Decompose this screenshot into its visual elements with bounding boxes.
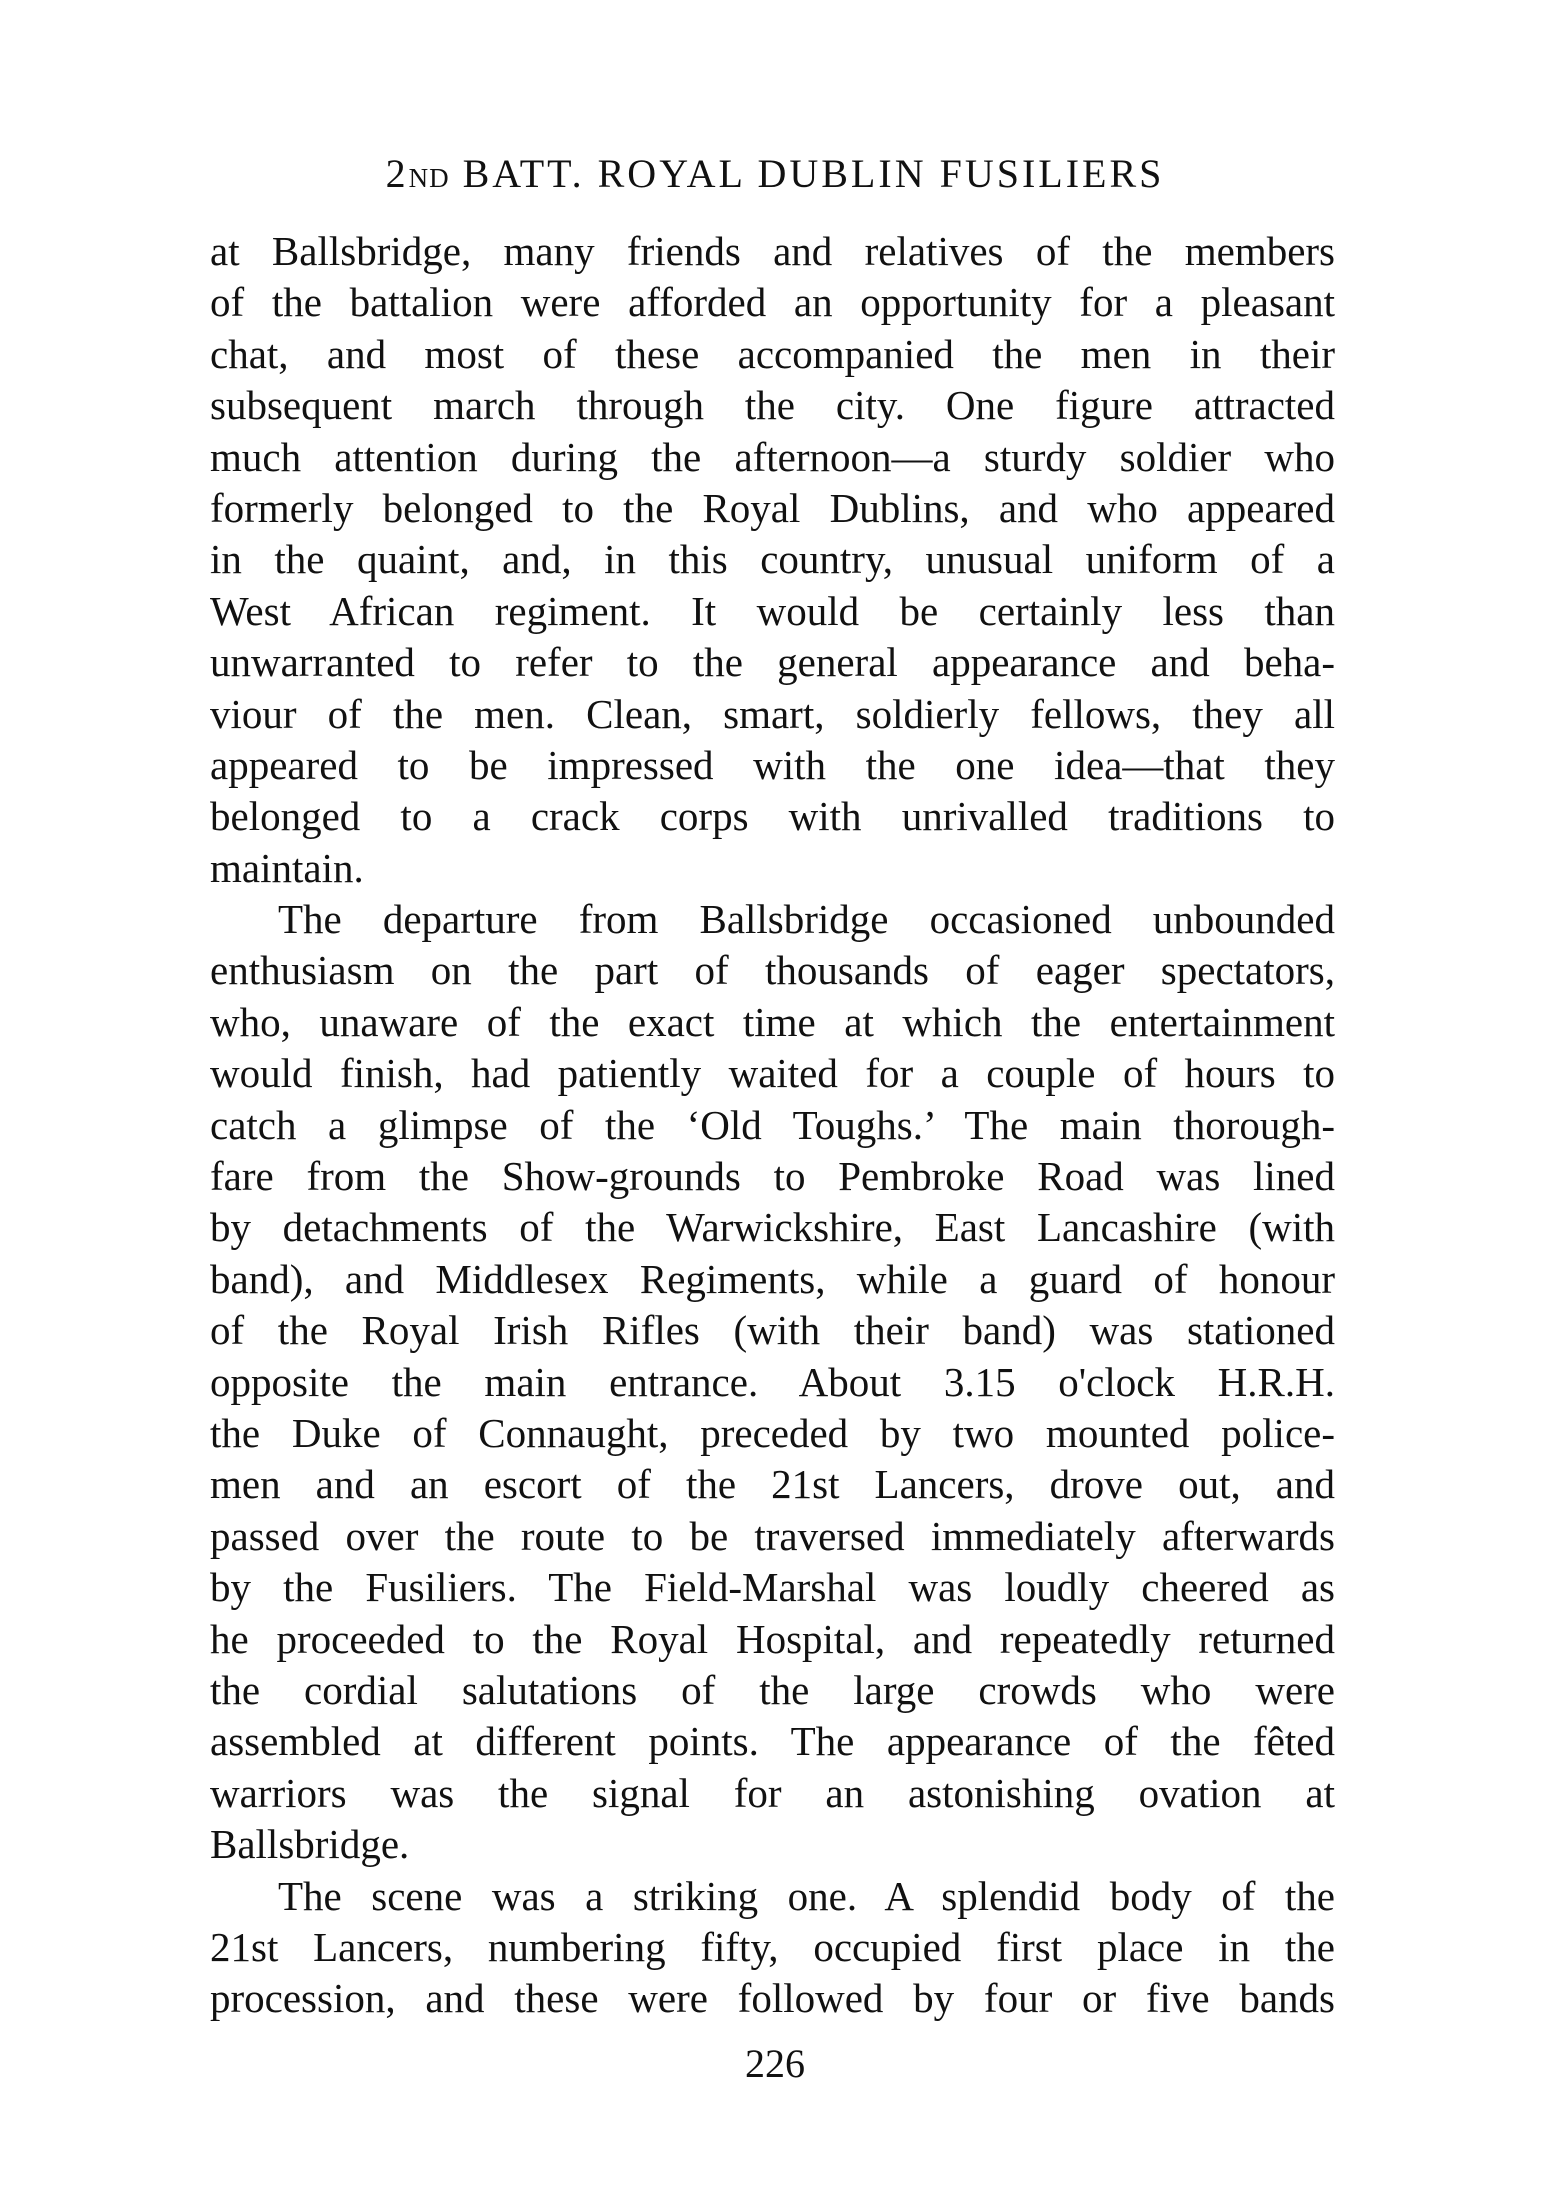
body-text [210, 226, 1335, 2025]
paragraph [210, 226, 1335, 894]
text-line: enthusiasm on the part of thousands of eager spectators, [210, 947, 1335, 994]
text-line: 21st Lancers, numbering fifty, occupied first place in the [210, 1923, 1335, 1970]
text-line: in the quaint, and, in this country, unusual uniform of a [210, 536, 1335, 583]
text-line: viour of the men. Clean, smart, soldierly fellows, they all [210, 690, 1335, 737]
paragraph [210, 894, 1335, 1870]
text-line: men and an escort of the 21st Lancers, drove out, and [210, 1461, 1335, 1508]
text-line: would finish, had patiently waited for a couple of hours to [210, 1050, 1335, 1097]
text-line: chat, and most of these accompanied the men in their [210, 330, 1335, 377]
text-line: Ballsbridge. [210, 1821, 410, 1868]
header-number: 2 [385, 151, 409, 196]
text-line: at Ballsbridge, many friends and relatives of the members [210, 228, 1335, 274]
text-line: opposite the main entrance. About 3.15 o'clock H.R.H. [210, 1358, 1335, 1405]
text-line: by detachments of the Warwickshire, East Lancashire (with [210, 1204, 1335, 1251]
text-line: procession, and these were followed by four or five bands [210, 1975, 1335, 2022]
text-line: who, unaware of the exact time at which the entertainment [210, 998, 1335, 1045]
text-line: subsequent march through the city. One figure attracted [210, 382, 1335, 429]
text-line: of the Royal Irish Rifles (with their band) was stationed [210, 1307, 1335, 1354]
text-line: belonged to a crack corps with unrivalled traditions to [210, 793, 1335, 840]
text-line: band), and Middlesex Regiments, while a guard of honour [210, 1255, 1335, 1302]
text-line: the Duke of Connaught, preceded by two mounted police- [210, 1409, 1335, 1456]
text-line: formerly belonged to the Royal Dublins, and who appeared [210, 484, 1335, 531]
text-line: assembled at different points. The appearance of the fêted [210, 1718, 1335, 1765]
text-line: he proceeded to the Royal Hospital, and repeatedly returned [210, 1615, 1335, 1662]
text-line: fare from the Show-grounds to Pembroke Road was lined [210, 1153, 1335, 1200]
text-line: maintain. [210, 844, 364, 891]
header-title: BATT. ROYAL DUBLIN FUSILIERS [462, 151, 1165, 196]
text-line: the cordial salutations of the large crowds who were [210, 1666, 1335, 1713]
text-line: by the Fusiliers. The Field-Marshal was loudly cheered as [210, 1564, 1335, 1611]
page-number: 226 [745, 2041, 805, 2086]
header-suffix: ND [408, 163, 450, 193]
text-line: catch a glimpse of the ‘Old Toughs.’ The main thorough- [210, 1101, 1335, 1148]
text-line: appeared to be impressed with the one idea—that they [210, 741, 1335, 788]
paragraph [210, 1871, 1335, 2025]
text-line: of the battalion were afforded an opportunity for a pleasant [210, 279, 1335, 326]
text-line: unwarranted to refer to the general appearance and beha- [210, 639, 1335, 686]
text-line: West African regiment. It would be certainly less than [210, 587, 1335, 634]
text-line: much attention during the afternoon—a sturdy soldier who [210, 433, 1335, 480]
text-line: The scene was a striking one. A splendid body of the [278, 1872, 1335, 1919]
running-header [0, 150, 1550, 202]
text-line: passed over the route to be traversed immediately afterwards [210, 1512, 1335, 1559]
text-line: The departure from Ballsbridge occasioned unbounded [278, 896, 1335, 943]
text-line: warriors was the signal for an astonishing ovation at [210, 1769, 1335, 1816]
